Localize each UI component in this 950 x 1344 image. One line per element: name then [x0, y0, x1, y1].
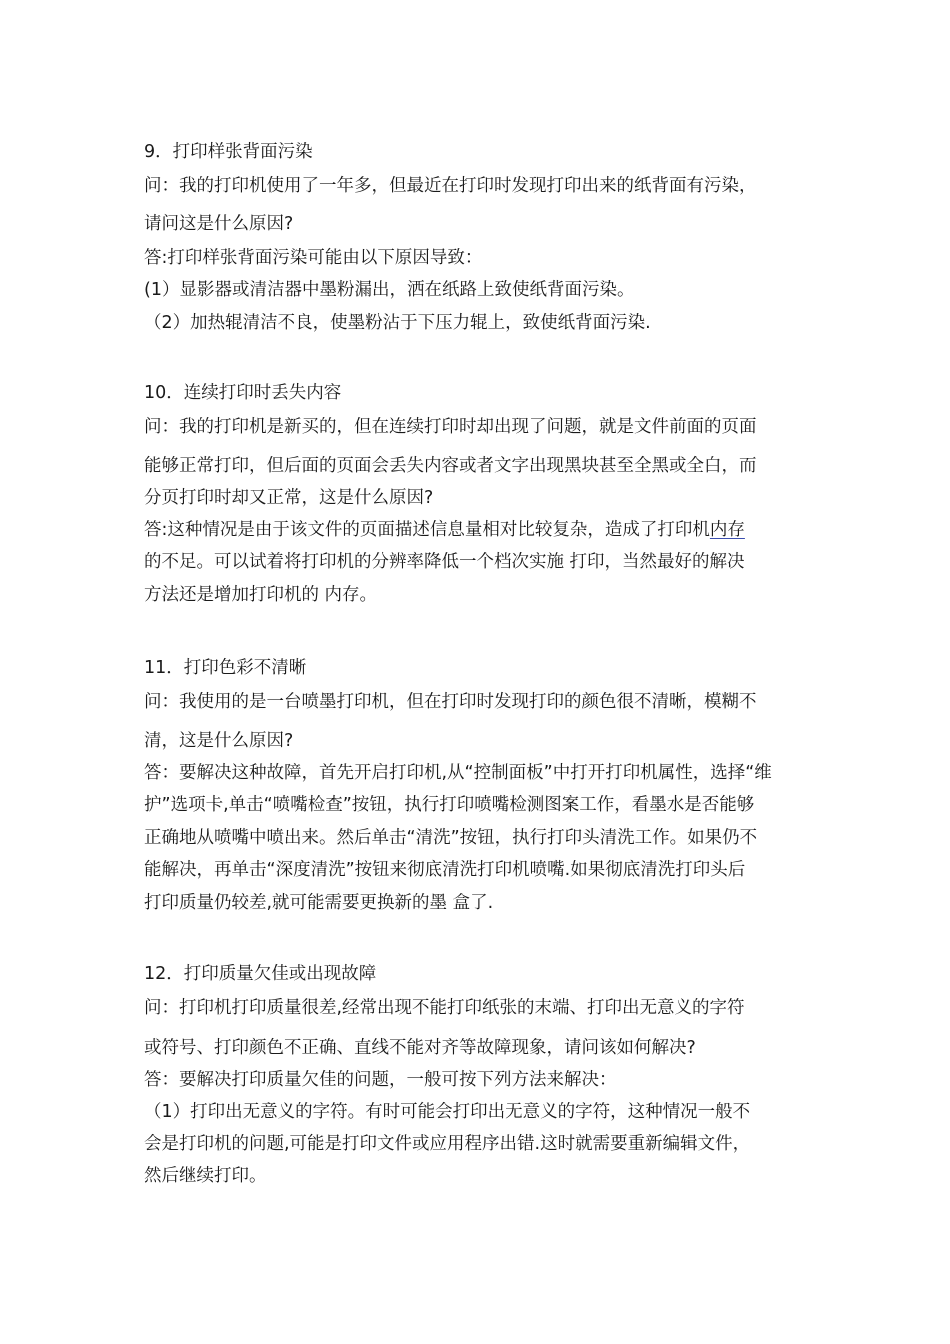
section-11-line-1: 问：我使用的是一台喷墨打印机，但在打印时发现打印的颜色很不清晰，模糊不 — [144, 692, 757, 712]
section-10-line-4 — [144, 518, 810, 542]
section-10-line-3: 分页打印时却又正常，这是什么原因? — [144, 488, 434, 508]
section-9-line-5: （2）加热辊清洁不良，使墨粉沾于下压力辊上，致使纸背面污染. — [144, 313, 651, 333]
section-12-line-6: 然后继续打印。 — [144, 1166, 267, 1186]
section-10-line-4-text: 答:这种情况是由于该文件的页面描述信息量相对比较复杂，造成了打印机 — [144, 520, 710, 540]
memory-link[interactable]: 内存 — [709, 520, 745, 540]
section-10-heading: 10．连续打印时丢失内容 — [144, 383, 342, 403]
section-9-line-2: 请问这是什么原因? — [144, 214, 294, 234]
section-12-line-1: 问：打印机打印质量很差,经常出现不能打印纸张的末端、打印出无意义的字符 — [144, 998, 745, 1018]
section-11-line-3: 答：要解决这种故障，首先开启打印机,从“控制面板”中打开打印机属性，选择“维 — [144, 763, 772, 783]
section-11-line-6: 能解决，再单击“深度清洗”按钮来彻底清洗打印机喷嘴.如果彻底清洗打印头后 — [144, 860, 746, 880]
section-10-line-2: 能够正常打印，但后面的页面会丢失内容或者文字出现黑块甚至全黑或全白，而 — [144, 456, 757, 476]
section-11-heading: 11．打印色彩不清晰 — [144, 658, 307, 678]
section-11-line-4: 护”选项卡,单击“喷嘴检查”按钮，执行打印喷嘴检测图案工作，看墨水是否能够 — [144, 795, 755, 815]
section-12-line-4: （1）打印出无意义的字符。有时可能会打印出无意义的字符，这种情况一般不 — [144, 1102, 751, 1122]
section-9-heading: 9．打印样张背面污染 — [144, 142, 313, 162]
section-11-line-7: 打印质量仍较差,就可能需要更换新的墨 盒了. — [144, 893, 494, 913]
section-10-line-5: 的不足。可以试着将打印机的分辨率降低一个档次实施 打印，当然最好的解决 — [144, 552, 745, 572]
section-11-line-2: 清，这是什么原因? — [144, 731, 294, 751]
section-12-heading: 12．打印质量欠佳或出现故障 — [144, 964, 377, 984]
section-12-line-2: 或符号、打印颜色不正确、直线不能对齐等故障现象，请问该如何解决? — [144, 1038, 696, 1058]
section-10-line-6: 方法还是增加打印机的 内存。 — [144, 585, 378, 605]
section-9-line-4: (1）显影器或清洁器中墨粉漏出，洒在纸路上致使纸背面污染。 — [144, 280, 635, 300]
section-10-line-1: 问：我的打印机是新买的，但在连续打印时却出现了问题，就是文件前面的页面 — [144, 417, 757, 437]
section-11-line-5: 正确地从喷嘴中喷出来。然后单击“清洗”按钮，执行打印头清洗工作。如果仍不 — [144, 828, 758, 848]
section-12-line-3: 答：要解决打印质量欠佳的问题，一般可按下列方法来解决： — [144, 1070, 617, 1090]
section-9-line-1: 问：我的打印机使用了一年多，但最近在打印时发现打印出来的纸背面有污染， — [144, 176, 757, 196]
section-9-line-3: 答:打印样张背面污染可能由以下原因导致： — [144, 248, 483, 268]
section-12-line-5: 会是打印机的问题,可能是打印文件或应用程序出错.这时就需要重新编辑文件， — [144, 1134, 751, 1154]
